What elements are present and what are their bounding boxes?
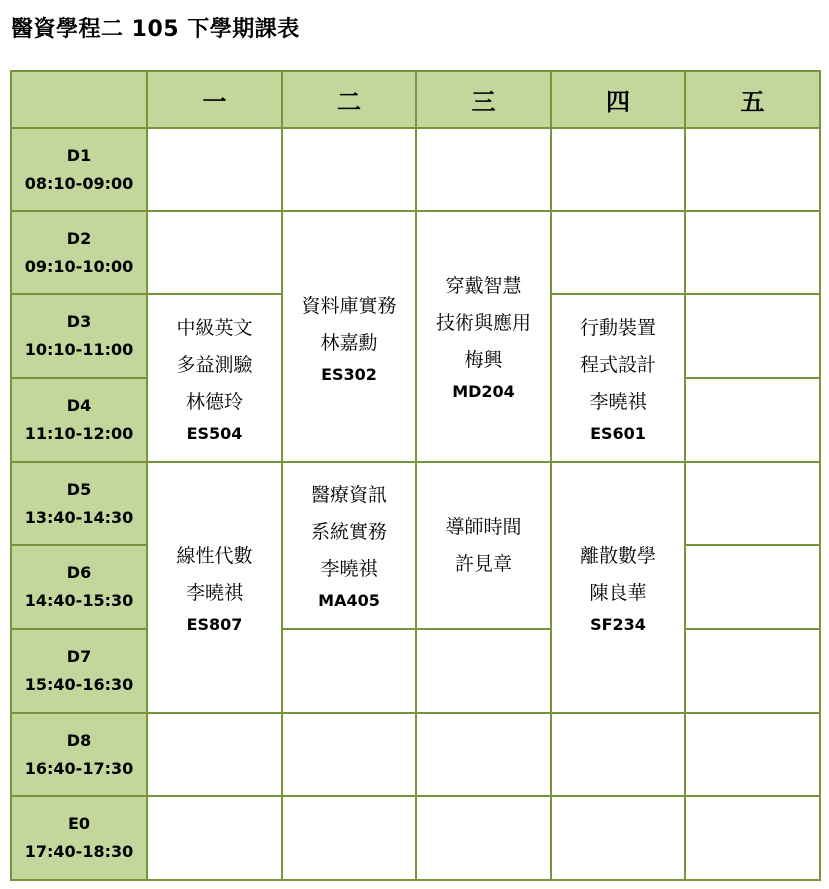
- empty-slot: [147, 211, 282, 294]
- course-name: 程式設計: [579, 353, 656, 376]
- course-room: ES807: [186, 614, 243, 634]
- period-row: [11, 462, 820, 545]
- day-header: 一: [147, 71, 282, 128]
- course-name: 醫療資訊: [310, 484, 387, 506]
- schedule-table: [10, 70, 821, 881]
- period-cell: [11, 128, 147, 211]
- course-name: 多益測驗: [176, 353, 253, 376]
- course-cell-medinfo: [282, 462, 416, 629]
- empty-slot: [685, 629, 820, 713]
- period-code: D4: [66, 396, 92, 415]
- empty-slot: [551, 796, 685, 880]
- course-name: 系統實務: [310, 521, 387, 543]
- course-cell-english: [147, 294, 282, 462]
- course-room: SF234: [590, 614, 646, 634]
- empty-slot: [685, 211, 820, 294]
- empty-slot: [685, 796, 820, 880]
- course-name: 導師時間: [445, 515, 522, 538]
- period-cell: [11, 713, 147, 796]
- period-time: 14:40-15:30: [24, 591, 134, 610]
- period-time: 15:40-16:30: [24, 675, 134, 694]
- period-row: [11, 796, 820, 880]
- period-code: D7: [66, 647, 92, 666]
- course-cell-discrete: [551, 462, 685, 713]
- empty-slot: [685, 545, 820, 629]
- course-name: 穿戴智慧: [445, 275, 522, 297]
- course-name: 行動裝置: [579, 316, 656, 339]
- day-header: 二: [282, 71, 416, 128]
- empty-slot: [416, 796, 551, 880]
- period-cell: [11, 378, 147, 462]
- empty-slot: [147, 796, 282, 880]
- period-code: D3: [66, 312, 92, 331]
- period-row: [11, 211, 820, 294]
- period-code: D8: [66, 730, 92, 750]
- corner-cell: [11, 71, 147, 128]
- empty-slot: [416, 629, 551, 713]
- course-teacher: 李曉祺: [185, 581, 243, 604]
- course-cell-mentor: [416, 462, 551, 629]
- period-time: 11:10-12:00: [24, 424, 134, 443]
- day-header: 三: [416, 71, 551, 128]
- course-cell-wearable: [416, 211, 551, 462]
- period-code: D5: [66, 479, 92, 499]
- empty-slot: [147, 128, 282, 211]
- course-cell-linear: [147, 462, 282, 713]
- empty-slot: [551, 128, 685, 211]
- empty-slot: [551, 211, 685, 294]
- period-cell: [11, 629, 147, 713]
- period-time: 16:40-17:30: [24, 758, 134, 778]
- period-cell: [11, 294, 147, 378]
- period-code: D1: [66, 145, 92, 165]
- course-teacher: 林嘉勳: [320, 332, 378, 354]
- day-header: 四: [551, 71, 685, 128]
- period-time: 09:10-10:00: [24, 256, 134, 276]
- header-row: [11, 71, 820, 128]
- course-room: ES302: [321, 365, 377, 384]
- period-time: 13:40-14:30: [24, 507, 134, 527]
- course-name: 技術與應用: [435, 312, 531, 334]
- empty-slot: [282, 128, 416, 211]
- course-room: ES601: [590, 423, 646, 443]
- period-row: [11, 128, 820, 211]
- period-cell: [11, 211, 147, 294]
- course-teacher: 梅興: [464, 349, 503, 371]
- empty-slot: [685, 462, 820, 545]
- course-name: 中級英文: [176, 316, 253, 339]
- period-cell: [11, 796, 147, 880]
- course-teacher: 陳良華: [589, 581, 647, 604]
- period-code: D6: [66, 563, 92, 582]
- empty-slot: [551, 713, 685, 796]
- empty-slot: [416, 713, 551, 796]
- empty-slot: [685, 713, 820, 796]
- period-time: 10:10-11:00: [24, 340, 134, 359]
- empty-slot: [685, 294, 820, 378]
- course-room: MD204: [452, 382, 515, 401]
- course-name: 線性代數: [176, 544, 253, 567]
- empty-slot: [416, 128, 551, 211]
- course-room: MA405: [318, 591, 380, 610]
- day-header: 五: [685, 71, 820, 128]
- page-title: 醫資學程二 105 下學期課表: [11, 17, 300, 42]
- empty-slot: [282, 629, 416, 713]
- course-teacher: 李曉祺: [589, 390, 647, 413]
- course-teacher: 李曉祺: [320, 558, 378, 580]
- empty-slot: [685, 378, 820, 462]
- course-cell-database: [282, 211, 416, 462]
- period-time: 17:40-18:30: [24, 842, 134, 861]
- period-cell: [11, 462, 147, 545]
- course-room: ES504: [186, 423, 243, 443]
- period-code: D2: [66, 228, 92, 248]
- course-name: 資料庫實務: [301, 295, 397, 317]
- empty-slot: [282, 713, 416, 796]
- empty-slot: [282, 796, 416, 880]
- course-cell-mobile: [551, 294, 685, 462]
- course-teacher: 許見章: [454, 552, 512, 575]
- empty-slot: [685, 128, 820, 211]
- period-cell: [11, 545, 147, 629]
- course-teacher: 林德玲: [185, 390, 243, 413]
- period-row: [11, 713, 820, 796]
- empty-slot: [147, 713, 282, 796]
- period-time: 08:10-09:00: [24, 173, 134, 193]
- period-row: [11, 629, 820, 713]
- period-code: E0: [67, 814, 91, 833]
- course-name: 離散數學: [579, 544, 656, 567]
